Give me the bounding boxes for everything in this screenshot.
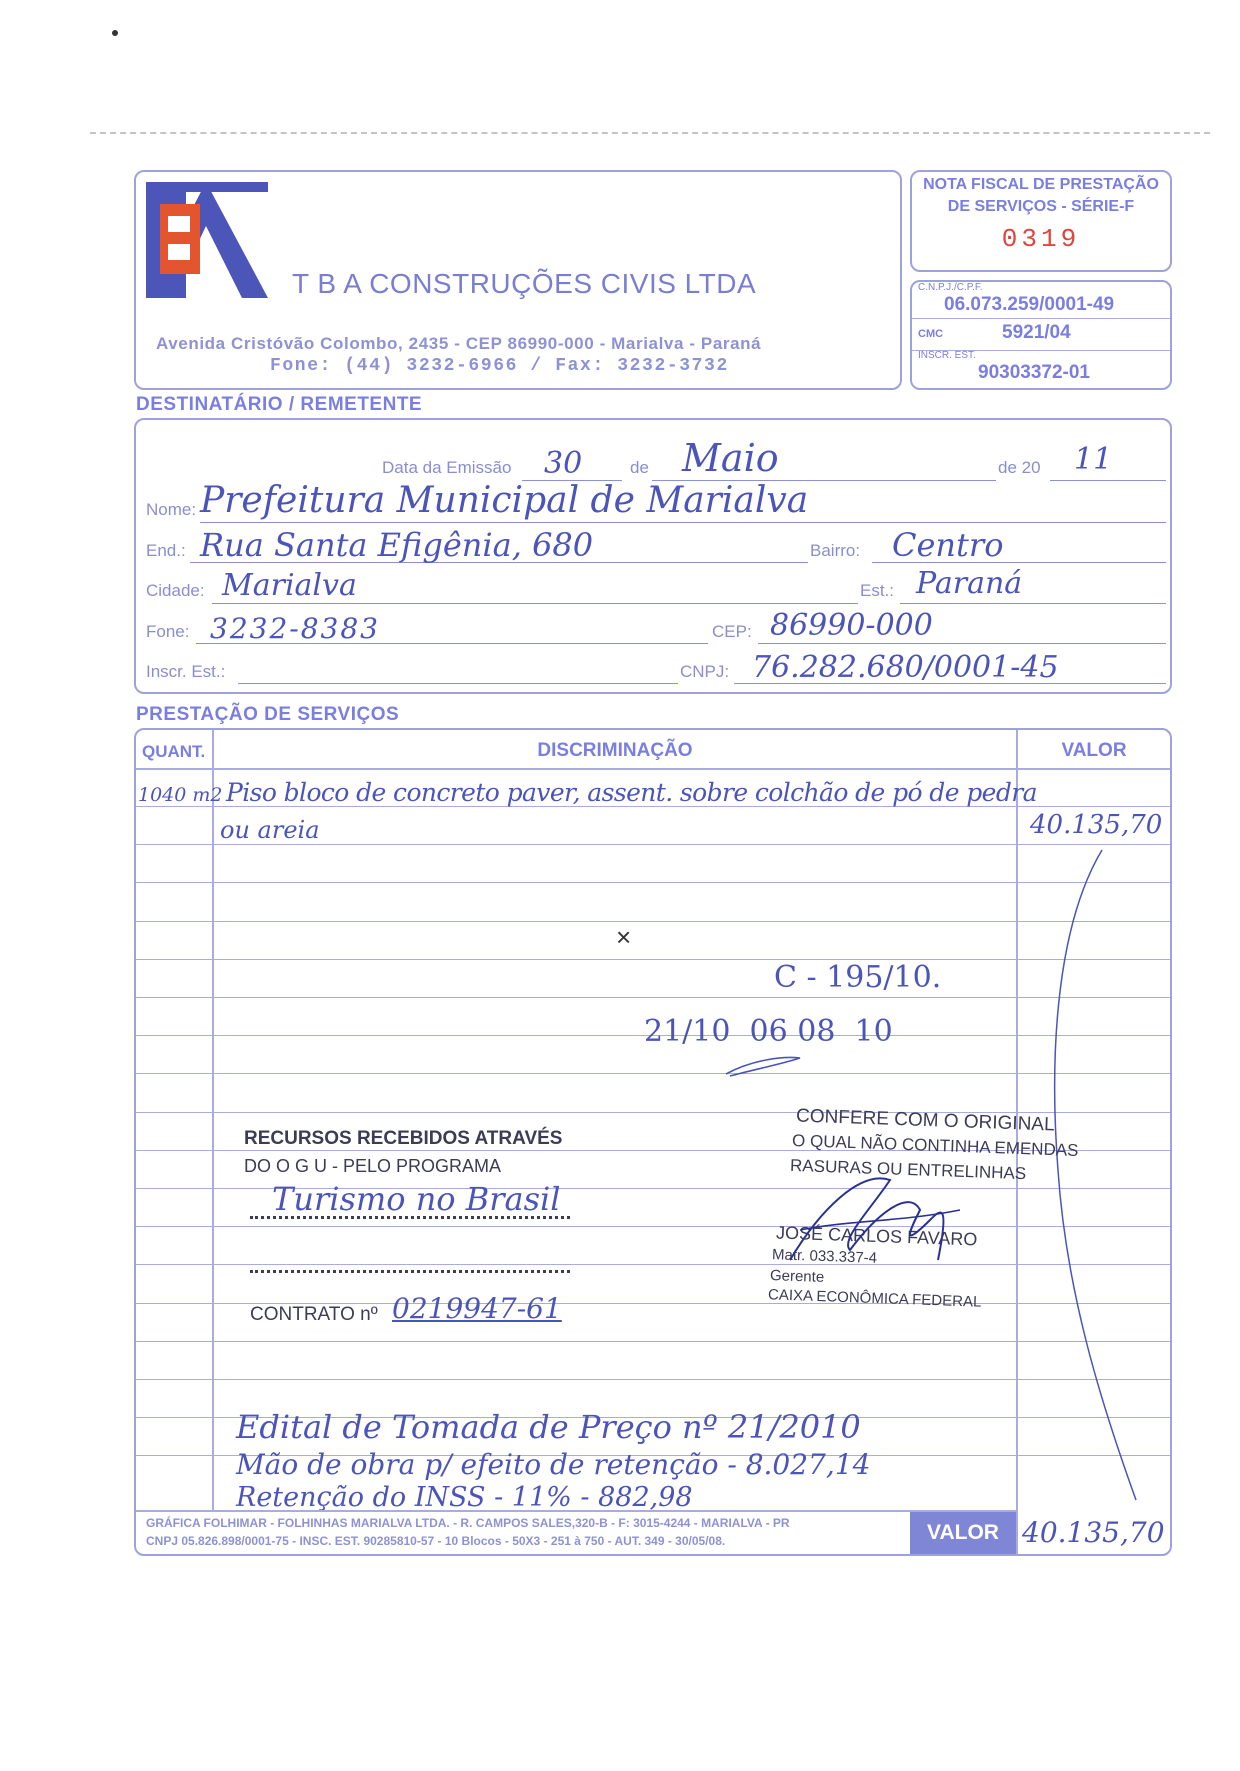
contrato-label: CONTRATO nº [250, 1304, 378, 1325]
fone-value: 3232-8383 [210, 612, 380, 645]
year-line [1050, 480, 1166, 481]
end-value: Rua Santa Efigênia, 680 [200, 526, 594, 564]
ruled-line [136, 1341, 1170, 1342]
company-cnpj: 06.073.259/0001-49 [944, 294, 1115, 315]
inscr-label: INSCR. EST. [918, 350, 976, 361]
signer-name: JOSÉ CARLOS FAVARO [775, 1222, 978, 1250]
signer-role: Gerente [769, 1267, 825, 1286]
bairro-value: Centro [892, 526, 1004, 564]
recipient-inscr-label: Inscr. Est.: [146, 662, 226, 681]
recursos-line2: DO O G U - PELO PROGRAMA [244, 1156, 502, 1176]
printer-line1: GRÁFICA FOLHIMAR - FOLHINHAS MARIALVA LTDA. - R. CAMPOS SALES,320-B - F: 3015-4244 - MARIALVA - PR [146, 1516, 790, 1530]
ruled-line [136, 959, 1170, 960]
invoice-number: 0319 [1001, 224, 1081, 254]
col-divider-quant [212, 730, 214, 1510]
nome-value: Prefeitura Municipal de Marialva [200, 480, 809, 521]
date-label: Data da Emissão [382, 458, 512, 477]
registration-divider-1 [912, 318, 1170, 319]
cmc-label: CMC [918, 328, 944, 340]
company-logo [146, 182, 268, 298]
confere-line3: RASURAS OU ENTRELINHAS [789, 1155, 1027, 1184]
service-desc-line2: ou areia [220, 816, 320, 844]
end-label: End.: [146, 541, 186, 560]
service-desc-line1: Piso bloco de concreto paver, assent. sobre colchão de pó de pedra [226, 778, 1037, 807]
note-line3: Retenção do INSS - 11% - 882,98 [236, 1482, 693, 1513]
fone-label: Fone: [146, 622, 190, 641]
mark-x: × [616, 922, 632, 952]
signer-matr: Matr. 033.337-4 [771, 1246, 878, 1267]
est-line [900, 603, 1166, 604]
services-header-line [136, 768, 1170, 770]
cep-value: 86990-000 [770, 608, 933, 643]
service-quant: 1040 m2 [138, 784, 223, 806]
company-inscr: 90303372-01 [978, 362, 1090, 383]
ruled-line [136, 882, 1170, 883]
total-valor-label: VALOR [910, 1512, 1016, 1554]
date-month: Maio [682, 436, 779, 480]
year-value: 11 [1074, 442, 1113, 477]
signature [780, 1150, 980, 1280]
ruled-line [136, 1379, 1170, 1380]
date-day: 30 [544, 446, 583, 481]
bairro-label: Bairro: [810, 541, 861, 560]
programa-value: Turismo no Brasil [272, 1180, 561, 1218]
cep-line [758, 643, 1166, 644]
printer-line2: CNPJ 05.826.898/0001-75 - INSC. EST. 90285810-57 - 10 Blocos - 50X3 - 251 à 750 - AUT. 349 - 30/05/08. [146, 1534, 726, 1548]
perforation-line [90, 132, 1210, 134]
est-label: Est.: [860, 581, 895, 600]
services-section-title: PRESTAÇÃO DE SERVIÇOS [136, 704, 400, 725]
recipient-cnpj-value: 76.282.680/0001-45 [752, 650, 1059, 685]
recipient-inscr-line [238, 683, 678, 684]
contrato-value: 0219947-61 [392, 1292, 562, 1325]
company-phone: Fone: (44) 3232-6966 / Fax: 3232-3732 [270, 356, 729, 376]
signer-org: CAIXA ECONÔMICA FEDERAL [767, 1286, 982, 1311]
note-date: 21/10 06 08 10 [644, 1014, 893, 1049]
company-address: Avenida Cristóvão Colombo, 2435 - CEP 86990-000 - Marialva - Paraná [156, 334, 762, 353]
blank-dotted-line [250, 1270, 570, 1273]
col-header-quant: QUANT. [142, 742, 206, 761]
note-line1: Edital de Tomada de Preço nº 21/2010 [236, 1408, 861, 1446]
col-header-valor: VALOR [1061, 740, 1127, 761]
ruled-line [136, 997, 1170, 998]
cnpj-label: C.N.P.J./C.P.F. [918, 282, 983, 293]
recursos-line1: RECURSOS RECEBIDOS ATRAVÉS [244, 1128, 563, 1149]
invoice-title-line1: NOTA FISCAL DE PRESTAÇÃO [923, 176, 1159, 193]
cidade-line [212, 603, 858, 604]
total-valor-value: 40.135,70 [1022, 1516, 1165, 1549]
invoice-title-line2: DE SERVIÇOS - SÉRIE-F [947, 198, 1135, 215]
scan-speck [112, 30, 118, 36]
confere-line2: O QUAL NÃO CONTINHA EMENDAS [791, 1131, 1079, 1160]
nome-label: Nome: [146, 500, 197, 519]
footer-divider [136, 1510, 1016, 1512]
note-date-squiggle [722, 1050, 812, 1080]
note-code: C - 195/10. [774, 960, 942, 995]
year-label: de 20 [998, 458, 1041, 477]
nome-line [200, 522, 1166, 523]
ruled-line [136, 1264, 1170, 1265]
service-valor: 40.135,70 [1030, 810, 1163, 840]
company-cmc: 5921/04 [1002, 322, 1071, 343]
recipient-cnpj-label: CNPJ: [680, 662, 730, 681]
note-line2: Mão de obra p/ efeito de retenção - 8.027,14 [236, 1448, 871, 1481]
cidade-label: Cidade: [146, 581, 205, 600]
ruled-line [136, 844, 1170, 845]
ruled-line [136, 921, 1170, 922]
confere-line1: CONFERE COM O ORIGINAL [795, 1105, 1055, 1136]
ruled-line [136, 1073, 1170, 1074]
recipient-section-title: DESTINATÁRIO / REMETENTE [136, 394, 423, 415]
valor-column-scribble [1040, 840, 1160, 1520]
ruled-line [136, 1226, 1170, 1227]
date-de-label: de [630, 458, 649, 477]
col-header-desc: DISCRIMINAÇÃO [537, 740, 693, 761]
cidade-value: Marialva [222, 568, 357, 603]
cep-label: CEP: [712, 622, 752, 641]
company-name: T B A CONSTRUÇÕES CIVIS LTDA [292, 268, 757, 299]
est-value: Paraná [916, 566, 1023, 601]
